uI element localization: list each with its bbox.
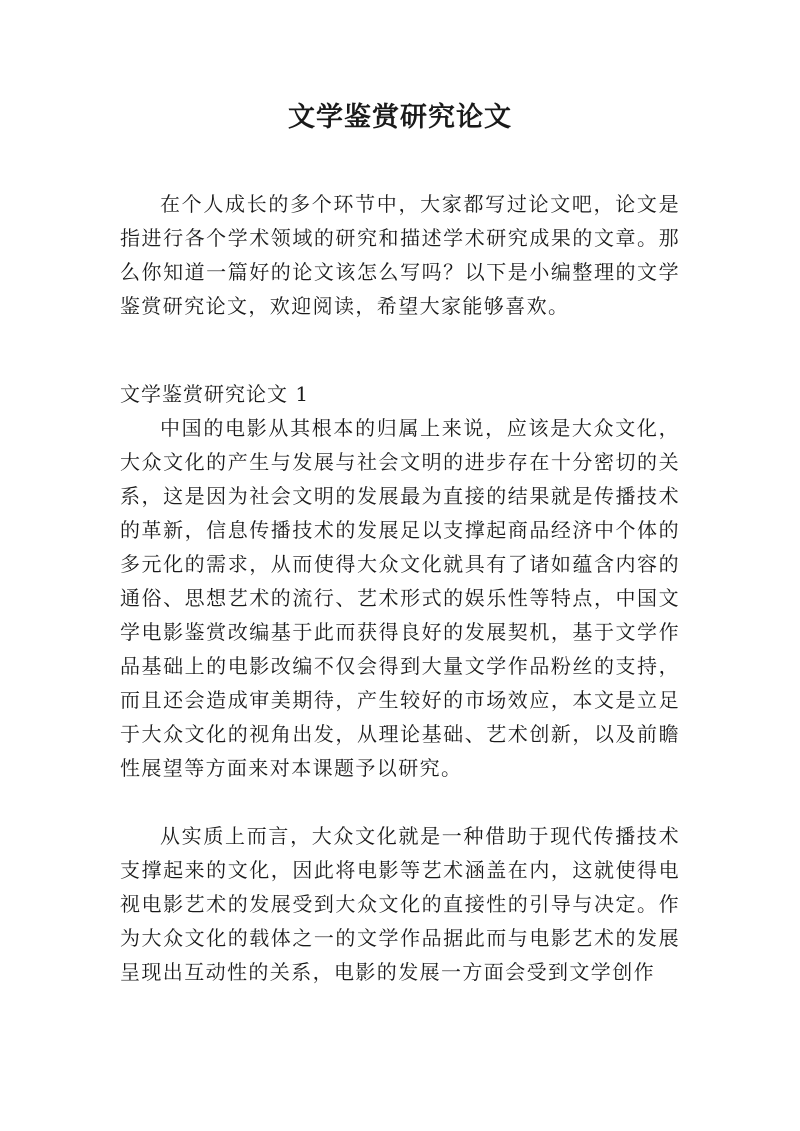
body-paragraph-2: 从实质上而言，大众文化就是一种借助于现代传播技术支撑起来的文化，因此将电影等艺术涵盖在内，这就使得电视电影艺术的发展受到大众文化的直接性的引导与决定。作为大众文化的载体之一的文学作品据此而与电影艺术的发展呈现出互动性的关系，电影的发展一方面会受到文学创作	[120, 824, 680, 984]
intro-paragraph: 在个人成长的多个环节中，大家都写过论文吧，论文是指进行各个学术领域的研究和描述学术研究成果的文章。那么你知道一篇好的论文该怎么写吗？以下是小编整理的文学鉴赏研究论文，欢迎阅读，希望大家能够喜欢。	[120, 192, 680, 318]
document-title: 文学鉴赏研究论文	[288, 102, 512, 133]
body-paragraph-1: 中国的电影从其根本的归属上来说，应该是大众文化，大众文化的产生与发展与社会文明的进步存在十分密切的关系，这是因为社会文明的发展最为直接的结果就是传播技术的革新，信息传播技术的发展足以支撑起商品经济中个体的多元化的需求，从而使得大众文化就具有了诸如蕴含内容的通俗、思想艺术的流行、艺术形式的娱乐性等特点，中国文学电影鉴赏改编基于此而获得良好的发展契机，基于文学作品基础上的电影改编不仅会得到大量文学作品粉丝的支持，而且还会造成审美期待，产生较好的市场效应，本文是立足于大众文化的视角出发，从理论基础、艺术创新，以及前瞻性展望等方面来对本课题予以研究。	[120, 416, 680, 780]
section-heading: 文学鉴赏研究论文 1	[120, 382, 310, 406]
